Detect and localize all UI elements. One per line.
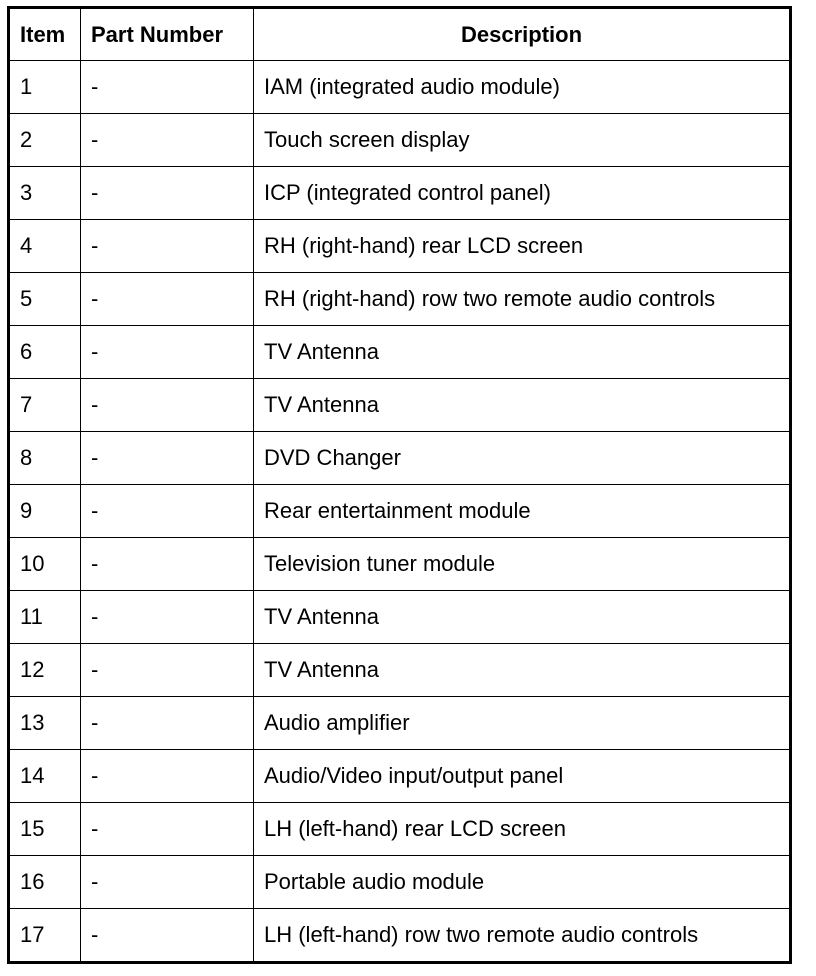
cell-part-number: - <box>81 167 254 220</box>
header-description: Description <box>254 8 791 61</box>
header-item: Item <box>9 8 81 61</box>
table-row <box>9 697 791 750</box>
table-row <box>9 326 791 379</box>
cell-part-number: - <box>81 909 254 963</box>
cell-item: 3 <box>9 167 81 220</box>
cell-item: 2 <box>9 114 81 167</box>
cell-part-number: - <box>81 379 254 432</box>
cell-description: TV Antenna <box>254 644 791 697</box>
cell-description: LH (left-hand) row two remote audio controls <box>254 909 791 963</box>
table-row <box>9 167 791 220</box>
cell-item: 17 <box>9 909 81 963</box>
cell-item: 13 <box>9 697 81 750</box>
cell-part-number: - <box>81 856 254 909</box>
table-row <box>9 220 791 273</box>
cell-part-number: - <box>81 697 254 750</box>
table-row <box>9 432 791 485</box>
cell-item: 15 <box>9 803 81 856</box>
cell-description: TV Antenna <box>254 591 791 644</box>
cell-part-number: - <box>81 326 254 379</box>
header-part-number: Part Number <box>81 8 254 61</box>
cell-description: RH (right-hand) rear LCD screen <box>254 220 791 273</box>
cell-item: 14 <box>9 750 81 803</box>
cell-description: TV Antenna <box>254 379 791 432</box>
cell-part-number: - <box>81 803 254 856</box>
table-row <box>9 644 791 697</box>
cell-item: 9 <box>9 485 81 538</box>
cell-part-number: - <box>81 750 254 803</box>
table-row <box>9 856 791 909</box>
cell-part-number: - <box>81 114 254 167</box>
table-body <box>9 61 791 963</box>
cell-description: Rear entertainment module <box>254 485 791 538</box>
cell-item: 11 <box>9 591 81 644</box>
cell-description: ICP (integrated control panel) <box>254 167 791 220</box>
table-header <box>9 8 791 61</box>
table-row <box>9 750 791 803</box>
table-row <box>9 909 791 963</box>
cell-item: 7 <box>9 379 81 432</box>
cell-item: 10 <box>9 538 81 591</box>
cell-part-number: - <box>81 485 254 538</box>
cell-description: RH (right-hand) row two remote audio controls <box>254 273 791 326</box>
table-row <box>9 61 791 114</box>
cell-item: 4 <box>9 220 81 273</box>
table-row <box>9 273 791 326</box>
cell-item: 6 <box>9 326 81 379</box>
cell-item: 16 <box>9 856 81 909</box>
cell-part-number: - <box>81 61 254 114</box>
cell-description: Audio amplifier <box>254 697 791 750</box>
cell-description: Portable audio module <box>254 856 791 909</box>
cell-item: 5 <box>9 273 81 326</box>
cell-description: Touch screen display <box>254 114 791 167</box>
cell-description: TV Antenna <box>254 326 791 379</box>
cell-item: 1 <box>9 61 81 114</box>
table-row <box>9 379 791 432</box>
cell-description: Audio/Video input/output panel <box>254 750 791 803</box>
cell-part-number: - <box>81 591 254 644</box>
cell-part-number: - <box>81 220 254 273</box>
parts-table <box>7 6 792 964</box>
table-row <box>9 538 791 591</box>
cell-description: IAM (integrated audio module) <box>254 61 791 114</box>
cell-description: Television tuner module <box>254 538 791 591</box>
cell-description: LH (left-hand) rear LCD screen <box>254 803 791 856</box>
cell-description: DVD Changer <box>254 432 791 485</box>
table-row <box>9 591 791 644</box>
cell-part-number: - <box>81 273 254 326</box>
cell-part-number: - <box>81 538 254 591</box>
table-row <box>9 114 791 167</box>
table-row <box>9 803 791 856</box>
header-row <box>9 8 791 61</box>
table-row <box>9 485 791 538</box>
cell-part-number: - <box>81 432 254 485</box>
cell-item: 8 <box>9 432 81 485</box>
cell-item: 12 <box>9 644 81 697</box>
cell-part-number: - <box>81 644 254 697</box>
